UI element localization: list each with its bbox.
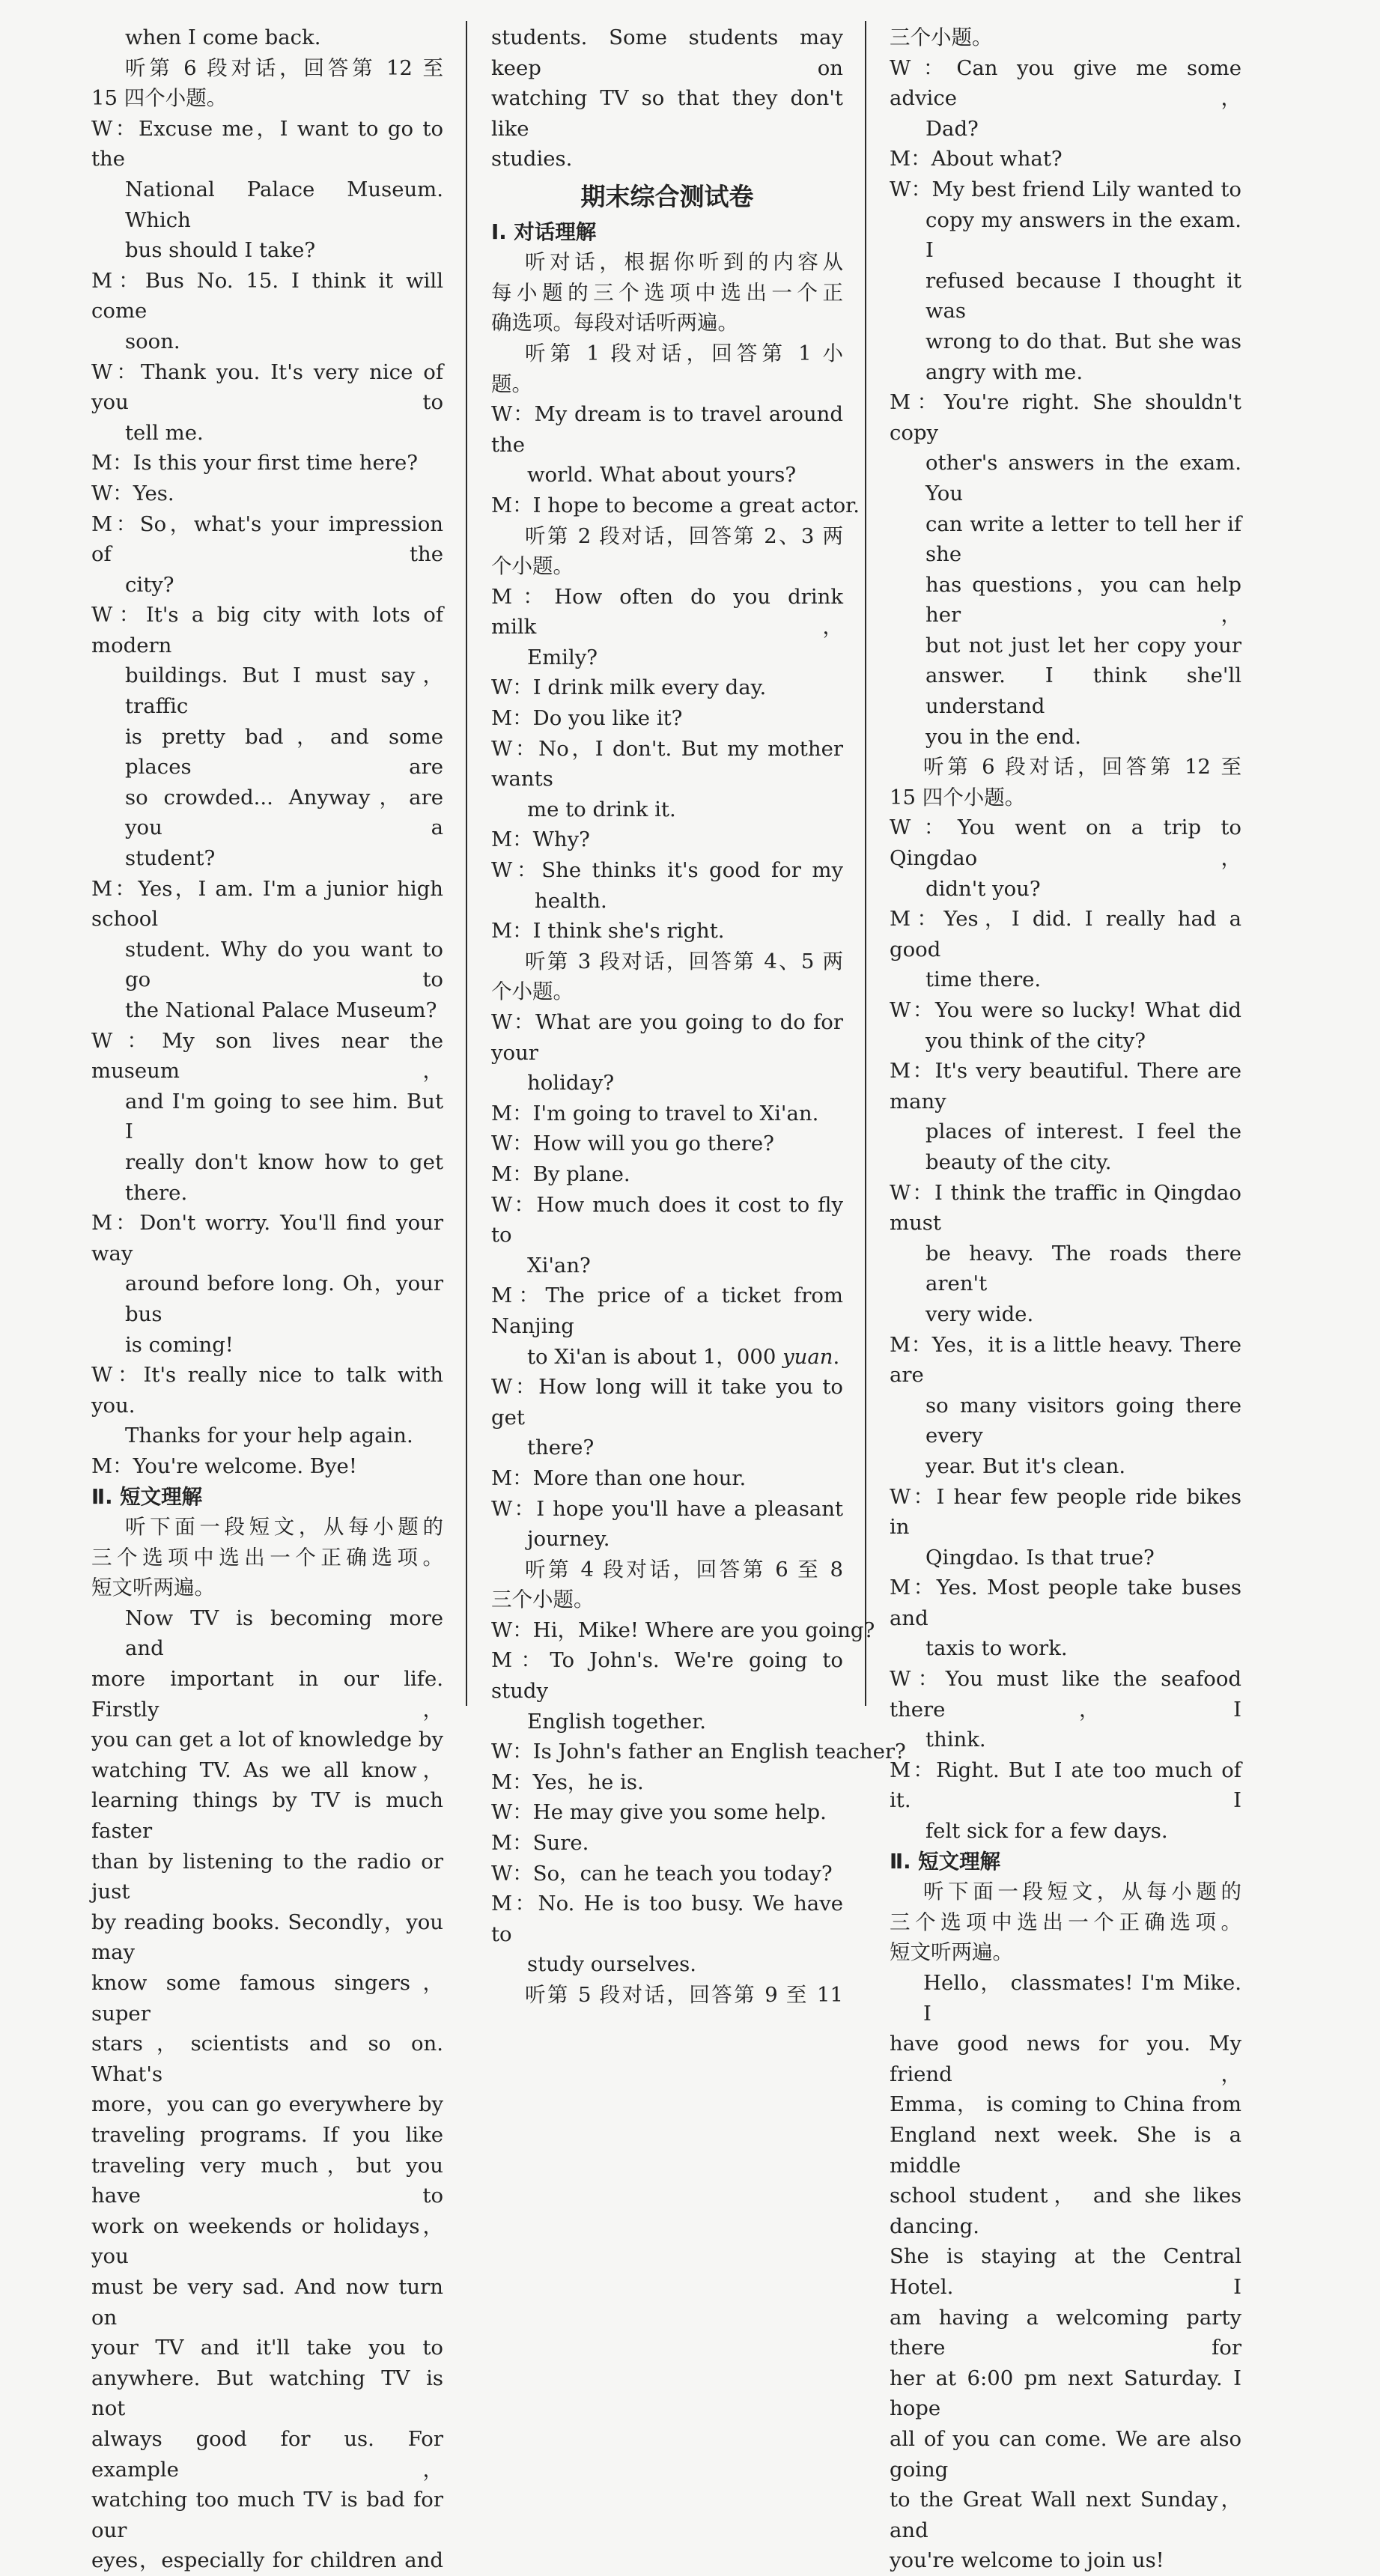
- dialogue-line: has questions，you can help her，: [925, 572, 1241, 628]
- dialogue-line: W：I drink milk every day.: [491, 675, 767, 700]
- section-heading: Ⅱ. 短文理解: [890, 1849, 1001, 1874]
- dialogue-line: M：Yes，I am. I'm a junior high school: [91, 876, 443, 932]
- dialogue-line: around before long. Oh，your bus: [125, 1272, 443, 1326]
- dialogue-line: W：How long will it take you to get: [491, 1375, 843, 1430]
- dialogue-line: W：No，I don't. But my mother wants: [491, 736, 843, 792]
- instruction-line: 听第 4 段对话，回答第 6 至 8: [525, 1557, 843, 1582]
- instruction-line: 三个小题。: [890, 25, 993, 49]
- instruction-line: 听对话，根据你听到的内容从: [525, 250, 843, 275]
- instruction-line: 听第 3 段对话，回答第 4、5 两: [525, 949, 843, 973]
- dialogue-line: W：My best friend Lily wanted to: [890, 177, 1241, 201]
- passage-line: studies.: [491, 147, 573, 171]
- dialogue-line: student. Why do you want to go to: [125, 937, 443, 992]
- instruction-line: 听第 5 段对话，回答第 9 至 11: [525, 1983, 843, 2007]
- dialogue-line: think.: [925, 1728, 986, 1752]
- column-divider: [466, 21, 467, 1706]
- passage-line: Hello， classmates! I'm Mike. I: [923, 1971, 1241, 2026]
- price-text: to Xi'an is about 1，000: [527, 1344, 776, 1369]
- dialogue-line: refused because I thought it was: [925, 268, 1241, 323]
- dialogue-line: me to drink it.: [527, 797, 676, 821]
- dialogue-line: M：About what?: [890, 147, 1063, 171]
- dialogue-line: W：How much does it cost to fly to: [491, 1192, 843, 1248]
- passage-line: have good news for you. My friend，: [890, 2032, 1241, 2086]
- passage-line: work on weekends or holidays，you: [91, 2214, 443, 2269]
- passage-line: all of you can come. We are also going: [890, 2426, 1241, 2482]
- dialogue-line: W：My son lives near the museum，: [91, 1028, 443, 1084]
- passage-line: more，you can go everywhere by: [91, 2092, 443, 2117]
- dialogue-line: taxis to work.: [925, 1636, 1068, 1661]
- instruction-line: 听第 2 段对话，回答第 2、3 两: [525, 523, 843, 548]
- dialogue-line: places of interest. I feel the: [925, 1120, 1241, 1144]
- dialogue-line: M：Is this your first time here?: [91, 451, 418, 476]
- dialogue-line: there.: [125, 1180, 188, 1205]
- dialogue-line: you think of the city?: [925, 1028, 1146, 1053]
- dialogue-line: other's answers in the exam. You: [925, 451, 1241, 505]
- dialogue-line: W：You went on a trip to Qingdao，: [890, 815, 1241, 871]
- text-line: when I come back.: [125, 25, 321, 49]
- dialogue-line: copy my answers in the exam. I: [925, 207, 1241, 263]
- dialogue-line: W：Thank you. It's very nice of you to: [91, 359, 443, 415]
- dialogue-line: so crowded... Anyway，are you a: [125, 785, 443, 840]
- dialogue-line: M：You're right. She shouldn't copy: [890, 390, 1241, 445]
- column-1: [91, 22, 443, 2576]
- instruction-line: 短文听两遍。: [91, 1576, 215, 1600]
- dialogue-line: Qingdao. Is that true?: [925, 1545, 1155, 1570]
- passage-line: by reading books. Secondly，you may: [91, 1910, 443, 1965]
- dialogue-line: you in the end.: [925, 724, 1081, 749]
- passage-line: school student， and she likes dancing.: [890, 2184, 1241, 2238]
- dialogue-line: M：You're welcome. Bye!: [91, 1453, 357, 1478]
- instruction-line: 题。: [491, 371, 532, 396]
- dialogue-line: M：So，what's your impression of the: [91, 511, 443, 567]
- dialogue-line: M：Yes. Most people take buses and: [890, 1576, 1241, 1630]
- dialogue-line: M：Bus No. 15. I think it will come: [91, 268, 443, 323]
- dialogue-line: W：You were so lucky! What did: [890, 998, 1241, 1022]
- currency-word: yuan: [782, 1344, 833, 1369]
- dialogue-line: buildings. But I must say，traffic: [125, 663, 443, 719]
- dialogue-line: W：Yes.: [91, 481, 174, 505]
- passage-line: to the Great Wall next Sunday， and: [890, 2488, 1241, 2542]
- dialogue-line: M：It's very beautiful. There are many: [890, 1059, 1241, 1114]
- dialogue-line: M：Why?: [491, 827, 590, 852]
- passage-line: She is staying at the Central Hotel. I: [890, 2244, 1241, 2299]
- instruction-line: 短文听两遍。: [890, 1940, 1013, 1965]
- dialogue-line: wrong to do that. But she was: [925, 329, 1241, 353]
- dialogue-line: to Xi'an is about 1，000 yuan.: [527, 1344, 840, 1369]
- passage-line: Now TV is becoming more and: [125, 1606, 443, 1661]
- dialogue-line: W：My dream is to travel around the: [491, 402, 843, 457]
- passage-line: learning things by TV is much faster: [91, 1788, 443, 1844]
- dialogue-line: W：She thinks it's good for my: [491, 858, 843, 883]
- dialogue-line: and I'm going to see him. But I: [125, 1089, 443, 1144]
- column-divider: [865, 21, 866, 1706]
- dialogue-line: National Palace Museum. Which: [125, 177, 443, 232]
- dialogue-line: answer. I think she'll understand: [925, 663, 1241, 719]
- dialogue-line: Emily?: [527, 645, 598, 669]
- section-heading: Ⅰ. 对话理解: [491, 219, 597, 244]
- passage-line: Emma， is coming to China from: [890, 2092, 1241, 2117]
- dialogue-line: M：Yes，I did. I really had a good: [890, 907, 1241, 962]
- dialogue-line: M：The price of a ticket from Nanjing: [491, 1284, 843, 1338]
- instruction-line: 每小题的三个选项中选出一个正: [491, 280, 843, 305]
- dialogue-line: W：What are you going to do for your: [491, 1010, 843, 1065]
- instruction-line: 听下面一段短文，从每小题的: [125, 1515, 443, 1540]
- dialogue-line: study ourselves.: [527, 1952, 697, 1977]
- dialogue-line: W：It's a big city with lots of modern: [91, 603, 443, 657]
- dialogue-line: so many visitors going there every: [925, 1393, 1241, 1448]
- dialogue-line: is coming!: [125, 1332, 234, 1357]
- dialogue-line: W：He may give you some help.: [491, 1800, 827, 1825]
- dialogue-line: M：Sure.: [491, 1831, 589, 1856]
- dialogue-line: beauty of the city.: [925, 1149, 1112, 1174]
- dialogue-line: M：No. He is too busy. We have to: [491, 1892, 843, 1946]
- passage-line: you can get a lot of knowledge by: [91, 1728, 443, 1752]
- dialogue-line: M：I think she's right.: [491, 919, 725, 944]
- passage-line: her at 6:00 pm next Saturday. I hope: [890, 2366, 1241, 2421]
- dialogue-line: English together.: [527, 1709, 706, 1734]
- passage-line: than by listening to the radio or just: [91, 1849, 443, 1904]
- instruction-line: 听下面一段短文，从每小题的: [923, 1880, 1241, 1904]
- instruction-line: 听第 1 段对话，回答第 1 小: [525, 341, 843, 365]
- instruction-line: 听第 6 段对话，回答第 12 至: [923, 755, 1241, 780]
- dialogue-line: M：Yes，he is.: [491, 1770, 644, 1794]
- column-2: [491, 22, 906, 2011]
- instruction-line: 个小题。: [491, 554, 574, 579]
- dialogue-line: very wide.: [925, 1301, 1034, 1326]
- instruction-line: 个小题。: [491, 979, 574, 1004]
- dialogue-line: W：Hi，Mike! Where are you going?: [491, 1617, 875, 1642]
- dialogue-line: M：I hope to become a great actor.: [491, 493, 860, 517]
- dialogue-line: year. But it's clean.: [925, 1453, 1126, 1478]
- dialogue-line: bus should I take?: [125, 238, 316, 263]
- passage-line: must be very sad. And now turn on: [91, 2274, 443, 2330]
- passage-line: know some famous singers，super: [91, 1971, 443, 2026]
- dialogue-line: really don't know how to get: [125, 1149, 443, 1174]
- dialogue-line: M：More than one hour.: [491, 1465, 747, 1490]
- dialogue-line: world. What about yours?: [527, 463, 797, 487]
- dialogue-line: student?: [125, 846, 216, 871]
- dialogue-line: W：Excuse me，I want to go to the: [91, 116, 443, 171]
- dialogue-line: city?: [125, 572, 174, 597]
- instruction-line: 三个选项中选出一个正确选项。: [91, 1545, 443, 1570]
- instruction-line: 听第 6 段对话，回答第 12 至: [125, 55, 443, 80]
- dialogue-line: W：You must like the seafood there，I: [890, 1667, 1241, 1722]
- dialogue-line: M：I'm going to travel to Xi'an.: [491, 1101, 819, 1126]
- dialogue-line: tell me.: [125, 420, 204, 445]
- dialogue-line: Thanks for your help again.: [125, 1424, 413, 1448]
- passage-line: more important in our life. Firstly，: [91, 1667, 443, 1722]
- dialogue-line: Dad?: [925, 116, 979, 141]
- instruction-line: 确选项。每段对话听两遍。: [491, 311, 738, 335]
- instruction-line: 15 四个小题。: [890, 785, 1026, 809]
- dialogue-line: but not just let her copy your: [925, 633, 1241, 657]
- dialogue-line: journey.: [527, 1527, 610, 1552]
- dialogue-line: felt sick for a few days.: [925, 1819, 1168, 1844]
- passage-line: you're welcome to join us!: [890, 2548, 1164, 2573]
- passage-line: eyes，especially for children and: [91, 2548, 443, 2573]
- dialogue-line: M：To John's. We're going to study: [491, 1648, 843, 1704]
- passage-line: always good for us. For example，: [91, 2426, 443, 2482]
- dialogue-line: be heavy. The roads there aren't: [925, 1241, 1241, 1296]
- dialogue-line: W：Is John's father an English teacher?: [491, 1740, 906, 1764]
- dialogue-line: time there.: [925, 967, 1042, 992]
- dialogue-line: M：Don't worry. You'll find your way: [91, 1211, 443, 1266]
- dialogue-line: soon.: [125, 329, 180, 353]
- dialogue-line: didn't you?: [925, 876, 1041, 901]
- instruction-line: 15 四个小题。: [91, 86, 228, 111]
- dialogue-line: health.: [535, 888, 607, 913]
- dialogue-line: W：So，can he teach you today?: [491, 1861, 833, 1886]
- dialogue-line: Xi'an?: [527, 1253, 591, 1278]
- instruction-line: 三个选项中选出一个正确选项。: [890, 1910, 1241, 1934]
- dialogue-line: the National Palace Museum?: [125, 998, 437, 1022]
- instruction-line: 三个小题。: [491, 1588, 595, 1612]
- passage-line: watching too much TV is bad for our: [91, 2488, 443, 2542]
- dialogue-line: M：How often do you drink milk，: [491, 584, 843, 640]
- dialogue-line: is pretty bad，and some places are: [125, 724, 443, 780]
- passage-line: your TV and it'll take you to: [91, 2336, 443, 2360]
- dialogue-line: there?: [527, 1436, 595, 1460]
- passage-line: traveling very much，but you have to: [91, 2153, 443, 2208]
- passage-line: stars，scientists and so on. What's: [91, 2032, 443, 2086]
- dialogue-line: W：How will you go there?: [491, 1131, 774, 1156]
- dialogue-line: M：Right. But I ate too much of it. I: [890, 1758, 1241, 1813]
- dialogue-line: M：By plane.: [491, 1161, 630, 1186]
- dialogue-line: can write a letter to tell her if she: [925, 511, 1241, 567]
- section-heading: Ⅱ. 短文理解: [91, 1484, 203, 1509]
- passage-line: anywhere. But watching TV is not: [91, 2366, 443, 2421]
- exam-title: 期末综合测试卷: [580, 181, 754, 211]
- dialogue-line: holiday?: [527, 1071, 615, 1096]
- passage-line: students. Some students may keep on: [491, 25, 843, 80]
- dialogue-line: M：Do you like it?: [491, 706, 683, 731]
- passage-line: watching TV so that they don't like: [491, 86, 843, 141]
- dialogue-line: angry with me.: [925, 359, 1083, 384]
- dialogue-line: W：It's really nice to talk with you.: [91, 1363, 443, 1418]
- dialogue-line: W：I think the traffic in Qingdao must: [890, 1180, 1241, 1236]
- passage-line: watching TV. As we all know，: [91, 1758, 443, 1782]
- passage-line: traveling programs. If you like: [91, 2122, 443, 2147]
- dialogue-line: W：I hope you'll have a pleasant: [491, 1496, 843, 1521]
- passage-line: am having a welcoming party there for: [890, 2305, 1241, 2360]
- dialogue-line: W：I hear few people ride bikes in: [890, 1484, 1241, 1540]
- column-3: [890, 22, 1241, 2576]
- dialogue-line: M：Yes，it is a little heavy. There are: [890, 1332, 1241, 1388]
- passage-line: England next week. She is a middle: [890, 2122, 1241, 2178]
- dialogue-line: W：Can you give me some advice，: [890, 55, 1241, 111]
